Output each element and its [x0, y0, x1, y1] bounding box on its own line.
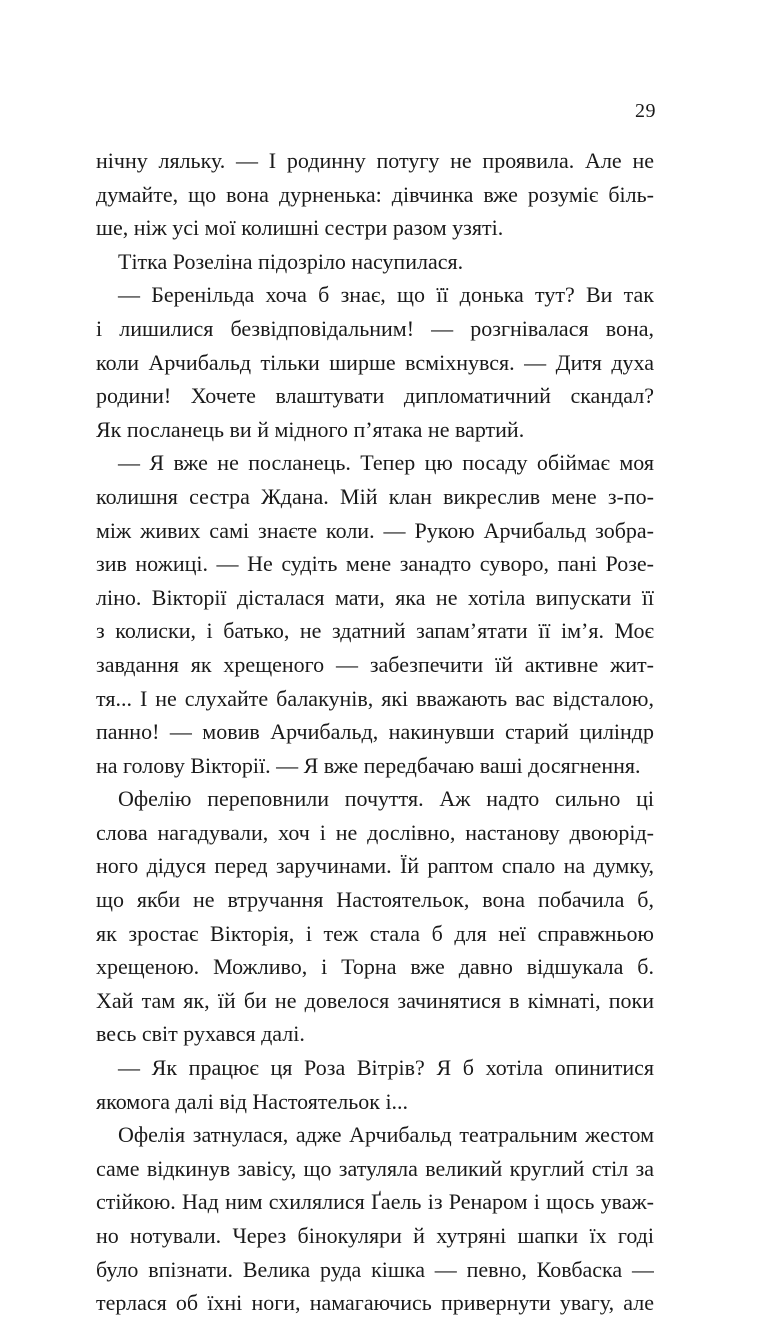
page-number: 29	[635, 100, 656, 122]
text-line: Офелію переповнили почуття. Аж надто сильно ці	[118, 786, 654, 812]
text-line: зив ножиці. — Не судіть мене занадто суворо, пані Розе-	[96, 551, 654, 577]
text-line: терлася об їхні ноги, намагаючись привернути увагу, але	[96, 1290, 654, 1316]
text-line: і лишилися безвідповідальним! — розгнівалася вона,	[96, 315, 654, 341]
text-line: ше, ніж усі мої колишні сестри разом узяті.	[96, 215, 504, 241]
text-line: но нотували. Через бінокуляри й хутряні шапки їх годі	[96, 1223, 654, 1248]
text-line: панно! — мовив Арчибальд, накинувши старий циліндр	[96, 719, 654, 745]
text-line: на голову Вікторії. — Я вже передбачаю ваші досягнення.	[96, 752, 641, 778]
text-line: Офелія затнулася, адже Арчибальд театральним жестом	[118, 1122, 654, 1148]
text-line: Тітка Розеліна підозріло насупилася.	[118, 248, 464, 274]
text-line: хрещеною. Можливо, і Торна вже давно відшукала б.	[96, 954, 654, 980]
text-line: між живих самі знаєте коли. — Рукою Арчибальд зобра-	[96, 517, 654, 543]
text-line: Хай там як, їй би не довелося зачинятися в кімнаті, поки	[96, 987, 654, 1013]
text-line: що якби не втручання Настоятельок, вона побачила б,	[96, 887, 654, 913]
text-line: — Я вже не посланець. Тепер цю посаду обіймає моя	[118, 450, 654, 476]
text-line: саме відкинув завісу, що затуляла великий круглий стіл за	[96, 1155, 654, 1181]
text-line: як зростає Вікторія, і теж стала б для неї справжньою	[96, 920, 654, 946]
text-line: — Беренільда хоча б знає, що її донька тут? Ви так	[118, 282, 654, 308]
text-line: ліно. Вікторії дісталася мати, яка не хотіла випускати її	[96, 584, 654, 610]
text-line: з колиски, і батько, не здатний запам’ятати її ім’я. Моє	[96, 618, 654, 644]
text-line: тя... І не слухайте балакунів, які вважають вас відсталою,	[96, 685, 654, 711]
book-text	[96, 144, 654, 1320]
text-line: було впізнати. Велика руда кішка — певно, Ковбаска —	[96, 1256, 654, 1282]
text-line: думайте, що вона дурненька: дівчинка вже розуміє біль-	[96, 181, 654, 207]
text-line: коли Арчибальд тільки ширше всміхнувся. — Дитя духа	[96, 349, 654, 375]
text-line: Як посланець ви й мідного п’ятака не вартий.	[96, 416, 525, 442]
text-line: нічну ляльку. — І родинну потугу не проявила. Але не	[96, 148, 654, 173]
text-line: ного дідуся перед заручинами. Їй раптом спало на думку,	[96, 853, 654, 879]
text-line: стійкою. Над ним схилялися Ґаель із Ренаром і щось уваж-	[96, 1189, 654, 1215]
text-line: родини! Хочете влаштувати дипломатичний скандал?	[96, 383, 654, 409]
text-line: якомога далі від Настоятельок і...	[96, 1088, 409, 1114]
text-line: слова нагадували, хоч і не дослівно, настанову двоюрід-	[96, 819, 654, 845]
text-line: — Як працює ця Роза Вітрів? Я б хотіла опинитися	[118, 1055, 654, 1081]
text-line: колишня сестра Ждана. Мій клан викреслив мене з-по-	[96, 483, 654, 509]
text-line: весь світ рухався далі.	[96, 1021, 305, 1047]
text-line: завдання як хрещеного — забезпечити їй активне жит-	[96, 651, 654, 677]
